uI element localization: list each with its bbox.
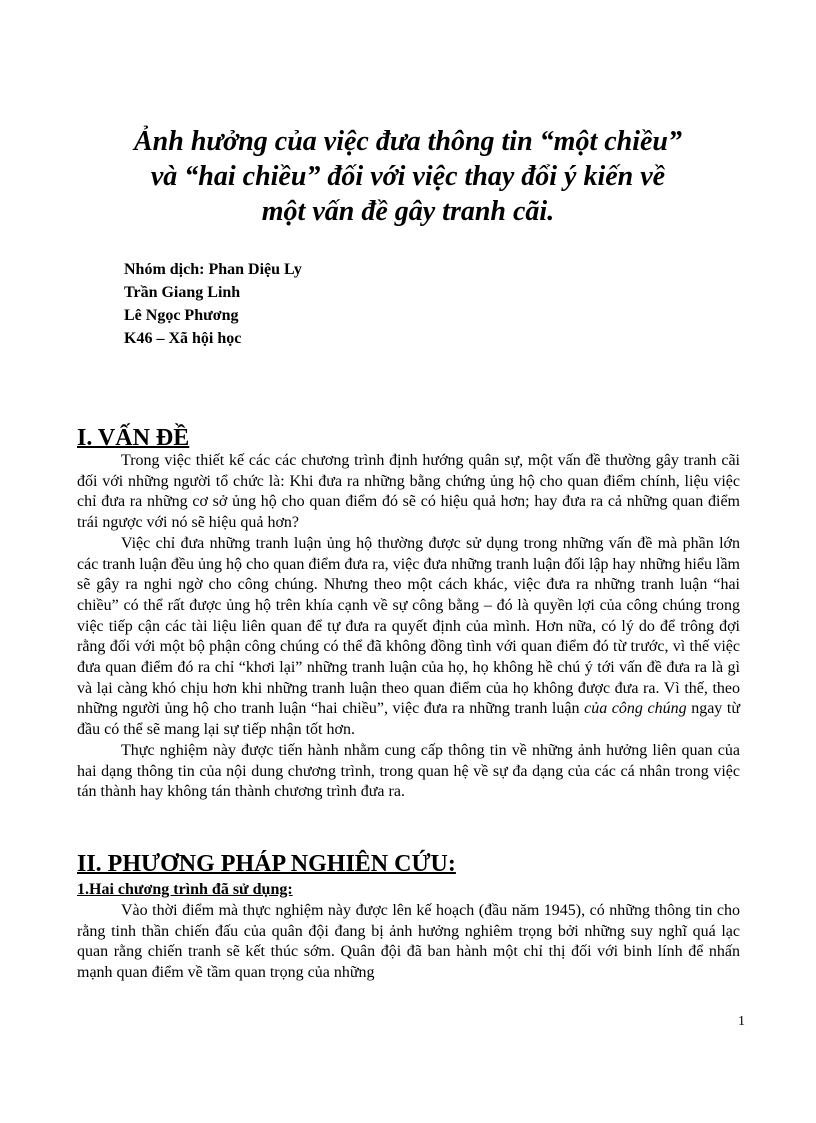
section-body-problem <box>77 451 740 803</box>
section-heading-method: II. PHƯƠNG PHÁP NGHIÊN CỨU: <box>77 851 456 877</box>
paragraph <box>77 534 740 741</box>
paragraph: Thực nghiệm này được tiến hành nhằm cung cấp thông tin về những ảnh hưởng liên quan của hai dạng thông tin của nội dung chương trình, trong quan hệ về sự đa dạng của các cá nhân trong việc tán thành hay không tán thành chương trình đưa ra. <box>77 741 740 801</box>
title-line: một vấn đề gây tranh cãi. <box>261 196 555 227</box>
section-body-method <box>77 901 740 984</box>
paragraph: Trong việc thiết kế các các chương trình định hướng quân sự, một vấn đề thường gây tranh cãi đối với những người tổ chức là: Khi đưa ra những bằng chứng ủng hộ cho quan điểm chính, liệu việc chỉ đưa ra những cơ sở ủng hộ cho quan điểm đó sẽ có hiệu quả hơn; hay đưa ra cả những quan điểm trái ngược với nó sẽ hiệu quả hơn? <box>77 452 740 532</box>
translator-line: Nhóm dịch: Phan Diệu Ly <box>124 261 302 278</box>
title-line: Ảnh hưởng của việc đưa thông tin “một chiều” <box>134 126 682 157</box>
page-number: 1 <box>738 1014 745 1029</box>
title-line: và “hai chiều” đối với việc thay đổi ý kiến về <box>150 161 666 192</box>
italic-phrase: của công chúng <box>584 700 687 718</box>
paragraph-text: Việc chỉ đưa những tranh luận ủng hộ thường được sử dụng trong những vấn đề mà phần lớn các tranh luận đều ủng hộ cho quan điểm đưa ra, việc đưa những tranh luận đối lập hay những hiểu lầm sẽ gây ra nghi ngờ cho công chúng. Nhưng theo một cách khác, việc đưa ra những tranh luận “hai chiều” có thể rất được ủng hộ trên khía cạnh về sự công bằng – đó là quyền lợi của công chúng trong việc tiếp cận các tài liệu liên quan để tự đưa ra quyết định của mình. Hơn nữa, có lý do để trông đợi rằng đối với một bộ phận công chúng có thể đã không đồng tình với quan điểm đó từ trước, vì thế việc đưa quan điểm đó ra chỉ “khơi lại” những tranh luận của họ, họ không hề chú ý tới vấn đề đưa ra là gì và lại càng khó chịu hơn khi những tranh luận theo quan điểm của họ không được đưa ra. Vì thế, theo những người ủng hộ cho tranh luận “hai chiều”, việc đưa ra những tranh luận <box>77 534 740 718</box>
translator-list <box>124 258 302 350</box>
translator-line: Lê Ngọc Phương <box>124 307 239 324</box>
translator-line: K46 – Xã hội học <box>124 330 242 347</box>
subsection-heading: 1.Hai chương trình đã sử dụng: <box>77 881 293 898</box>
translator-line: Trần Giang Linh <box>124 284 241 301</box>
document-title <box>0 124 816 229</box>
section-heading-problem: I. VẤN ĐỀ <box>77 425 190 451</box>
paragraph: Vào thời điểm mà thực nghiệm này được lên kế hoạch (đầu năm 1945), có những thông tin cho rằng tinh thần chiến đấu của quân đội đang bị ảnh hưởng nghiêm trọng bởi những suy nghĩ quá lạc quan rằng chiến tranh sẽ kết thúc sớm. Quân đội đã ban hành một chỉ thị đối với binh lính để nhấn mạnh quan điểm về tầm quan trọng của những <box>77 902 740 982</box>
paragraph-text: ngay từ đầu có thể sẽ mang lại sự tiếp nhận tốt hơn. <box>77 700 741 739</box>
